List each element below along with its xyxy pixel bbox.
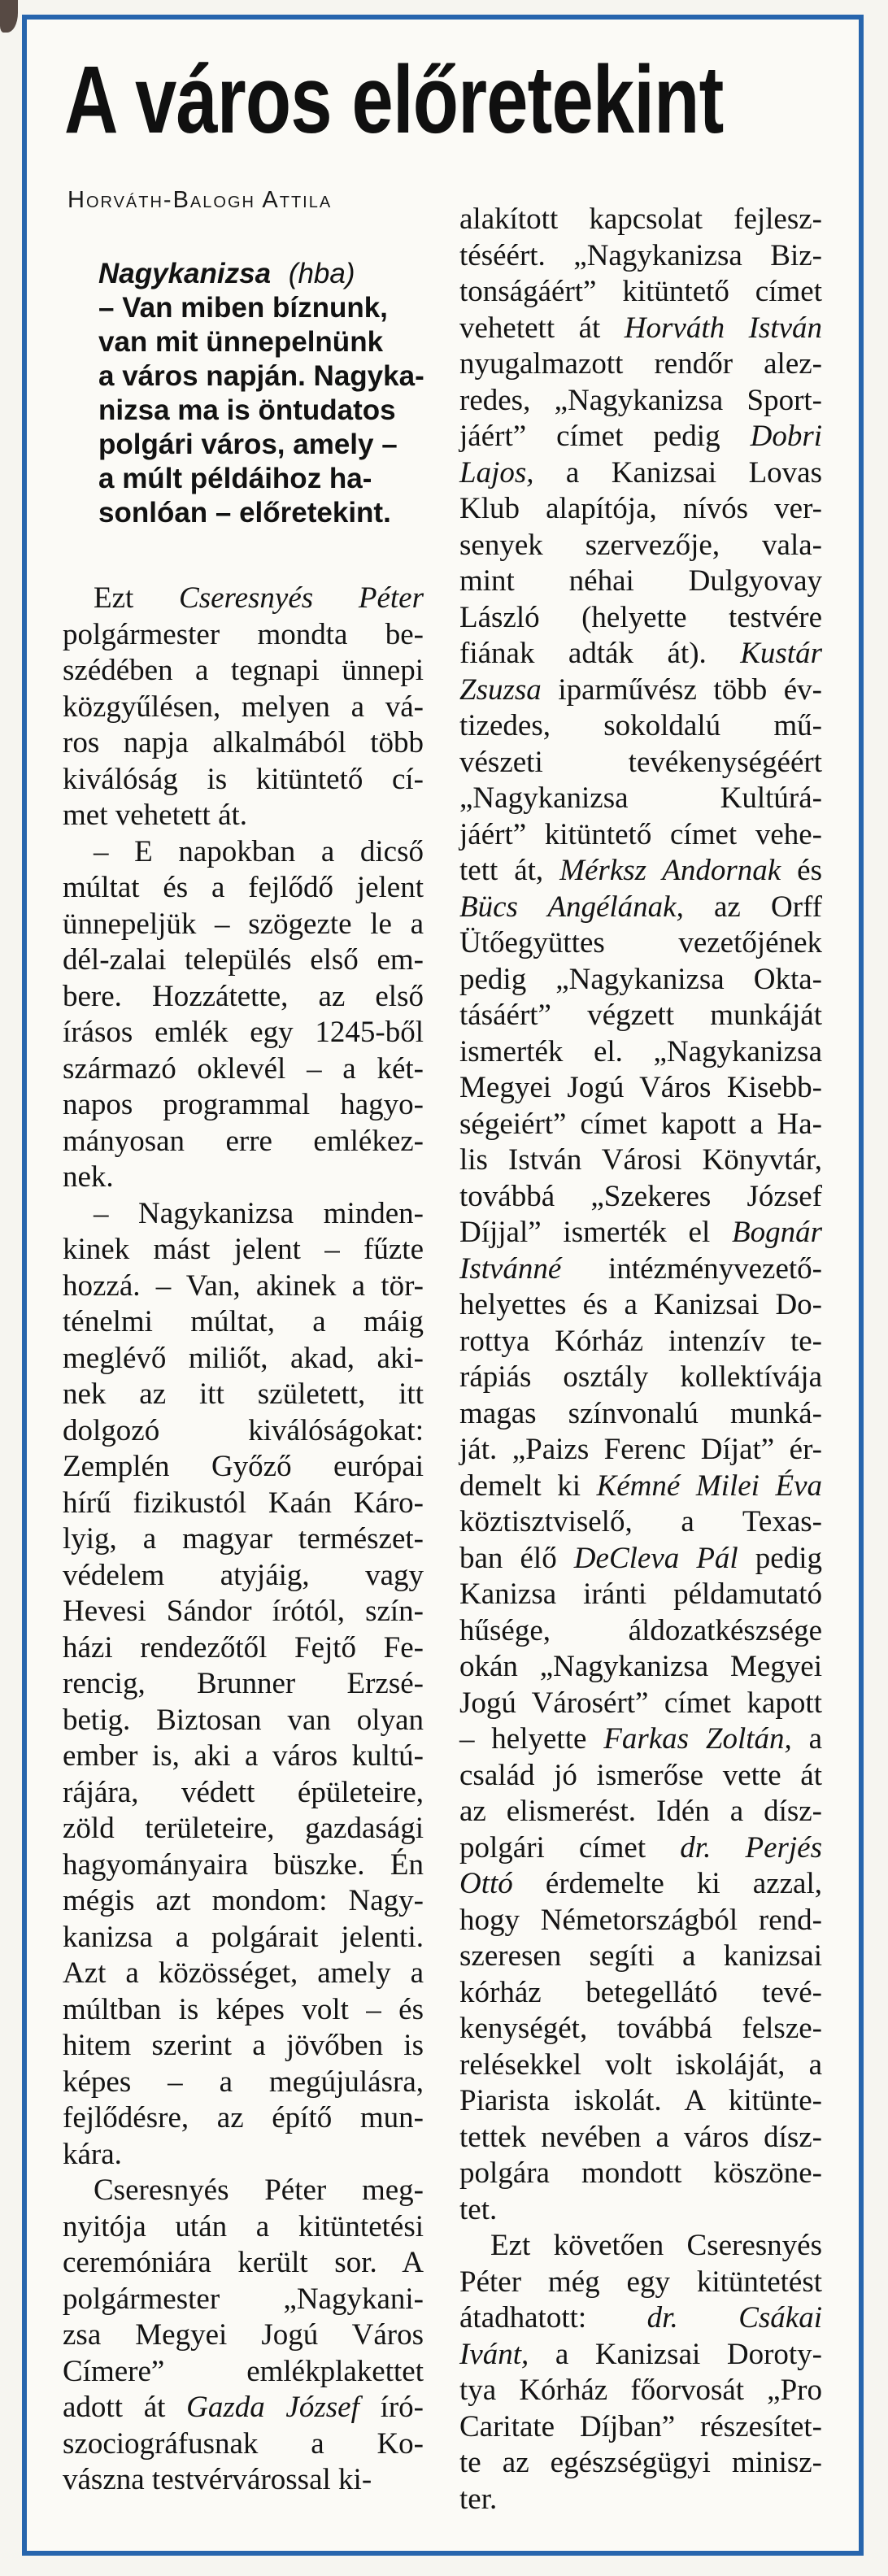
text-line: képes – a megújulásra, <box>63 2065 424 2099</box>
text-line: ünnepeljük – szögezte le a <box>63 907 424 941</box>
text-line: a múlt példáihoz ha- <box>98 463 372 494</box>
text-line: – E napokban a dicső <box>94 834 424 868</box>
text-line: hűsége, áldozatkészsége <box>459 1613 822 1647</box>
text-line: közgyűlésen, melyen a vá- <box>63 690 424 724</box>
text-line: kenységét, továbbá felsze- <box>459 2012 822 2045</box>
text-line: rájára, védett épületeire, <box>63 1775 424 1809</box>
text-line: Ottó érdemelte ki azzal, <box>459 1867 822 1900</box>
text-line: Istvánné intézményvezető- <box>459 1251 822 1286</box>
text-line: Megyei Jogú Város Kisebb- <box>459 1071 822 1104</box>
text-line: Ezt követően Cseresnyés <box>490 2229 822 2262</box>
text-line: Kanizsa iránti példamutató <box>459 1577 822 1611</box>
text-line: az elismerést. Idén a dísz- <box>459 1795 822 1828</box>
text-line: szédében a tegnapi ünnepi <box>63 654 424 687</box>
text-line: házi rendezőtől Fejtő Fe- <box>63 1630 424 1664</box>
text-line: hírű fizikustól Kaán Káro- <box>63 1486 424 1520</box>
article-byline: Horváth-Balogh Attila <box>67 187 333 213</box>
text-line: alakított kapcsolat fejlesz- <box>459 202 822 236</box>
text-line: származó oklevél – a két- <box>63 1051 424 1086</box>
text-line: demelt ki Kémné Milei Éva <box>459 1469 822 1503</box>
text-line: Ütőegyüttes vezetőjének <box>459 926 822 959</box>
text-line: továbbá „Szekeres József <box>459 1179 822 1213</box>
text-line: ban élő DeCleva Pál pedig <box>459 1541 823 1575</box>
article-column-left <box>63 581 424 2499</box>
text-line: ténelmi múltat, a máig <box>63 1305 424 1338</box>
text-line: Díjjal” ismerték el Bognár <box>459 1216 822 1249</box>
text-line: a város napján. Nagyka- <box>98 360 424 392</box>
lead-lines <box>98 291 433 530</box>
text-line: „Nagykanizsa Kultúrá- <box>459 781 822 815</box>
text-line: mégis azt mondom: Nagy- <box>63 1884 424 1917</box>
text-line: relésekkel volt iskoláját, a <box>459 2047 822 2082</box>
text-line: pedig „Nagykanizsa Okta- <box>459 962 822 996</box>
text-line: László (helyette testvére <box>459 600 822 634</box>
text-line: Piarista iskolát. A kitünte- <box>459 2084 822 2117</box>
text-line: polgára mondott köszöne- <box>459 2156 822 2190</box>
text-line: nek. <box>63 1160 114 1194</box>
text-line: zsa Megyei Jogú Város <box>63 2318 424 2352</box>
text-line: ros napja alkalmából több <box>63 726 424 759</box>
text-line: met vehetett át. <box>63 798 248 832</box>
text-line: jáért” címet pedig Dobri <box>459 420 822 453</box>
text-line: sonlóan – előretekint. <box>98 497 391 529</box>
text-line: Zsuzsa iparművész több év- <box>459 672 822 707</box>
text-line: okán „Nagykanizsa Megyei <box>459 1650 822 1683</box>
text-line: polgármester „Nagykani- <box>63 2282 424 2316</box>
scan-smudge <box>0 0 18 33</box>
text-line: vászna testvérvárossal ki- <box>63 2463 372 2496</box>
text-line: betig. Biztosan van olyan <box>63 1703 424 1737</box>
paragraph <box>459 202 822 2228</box>
text-line: Klub alapítója, nívós ver- <box>459 492 822 525</box>
text-line: múltban is képes volt – és <box>63 1992 424 2026</box>
text-line: rottya Kórház intenzív te- <box>459 1324 822 1358</box>
text-line: hagyományaira büszke. Én <box>63 1847 424 1882</box>
text-line: nek az itt született, itt <box>63 1377 424 1411</box>
text-line: fejlődésre, az építő mun- <box>63 2101 424 2134</box>
text-line: mint néhai Dulgyovay <box>459 564 822 598</box>
text-line: átadhatott: dr. Csákai <box>459 2301 822 2334</box>
text-line: hitem szerint a jövőben is <box>63 2029 424 2062</box>
text-line: kórház betegellátó tevé- <box>459 1975 822 2009</box>
text-line: jáért” kitüntető címet vehe- <box>459 817 822 851</box>
text-line: helyettes és a Kanizsai Do- <box>459 1288 822 1321</box>
text-line: polgári címet dr. Perjés <box>459 1830 822 1865</box>
text-line: szociográfusnak a Ko- <box>63 2426 424 2461</box>
text-line: senyek szervezője, vala- <box>459 528 822 562</box>
text-line: hogy Németországból rend- <box>459 1903 822 1937</box>
paragraph <box>63 581 424 834</box>
text-line: Caritate Díjban” részesítet- <box>459 2409 822 2443</box>
text-line: Jogú Városért” címet kapott <box>459 1686 822 1720</box>
text-line: téséért. „Nagykanizsa Biz- <box>459 238 822 272</box>
paragraph <box>459 2228 822 2517</box>
text-line: dél-zalai település első em- <box>63 943 424 977</box>
text-line: te az egészségügyi minisz- <box>459 2446 822 2479</box>
text-line: ségeiért” címet kapott a Ha- <box>459 1107 822 1141</box>
text-line: fiának adták át). Kustár <box>459 637 822 670</box>
text-line: ját. „Paizs Ferenc Díjat” ér- <box>459 1433 822 1466</box>
text-line: mányosan erre emlékez- <box>63 1124 424 1158</box>
text-line: tizedes, sokoldalú mű- <box>459 709 822 742</box>
text-line: Ezt Cseresnyés Péter <box>94 581 424 615</box>
lead-author-signature: (hba) <box>288 258 355 289</box>
text-line: köztisztviselő, a Texas- <box>459 1505 822 1538</box>
text-line: kára. <box>63 2137 122 2171</box>
text-line: lis István Városi Könyvtár, <box>459 1143 822 1177</box>
text-line: vehetett át Horváth István <box>459 311 823 345</box>
text-line: napos programmal hagyo- <box>63 1088 424 1121</box>
text-line: Bücs Angélának, az Orff <box>459 890 822 924</box>
text-line: Lajos, a Kanizsai Lovas <box>459 455 822 490</box>
text-line: védelem atyjáig, vagy <box>63 1558 424 1592</box>
text-line: bere. Hozzátette, az első <box>63 979 424 1013</box>
paragraph <box>63 2173 424 2499</box>
text-line: tya Kórház főorvosát „Pro <box>459 2374 822 2407</box>
text-line: Címere” emlékplakettet <box>63 2354 424 2388</box>
text-line: nyitója után a kitüntetési <box>63 2209 424 2243</box>
text-line: polgári város, amely – <box>98 429 398 460</box>
text-line: van mit ünnepelnünk <box>98 326 384 358</box>
text-line: – helyette Farkas Zoltán, a <box>459 1722 822 1756</box>
text-line: Azt a közösséget, amely a <box>63 1956 424 1990</box>
text-line: nyugalmazott rendőr alez- <box>459 347 822 381</box>
paragraph <box>63 834 424 1196</box>
text-line: tonságáért” kitüntető címet <box>459 275 822 308</box>
paragraph <box>63 1196 424 2174</box>
text-line: zöld területeire, gazdasági <box>63 1812 424 1845</box>
text-line: család jó ismerőse vette át <box>459 1758 822 1792</box>
text-line: – Van miben bíznunk, <box>98 292 388 324</box>
paragraph <box>98 291 433 530</box>
article-lead <box>98 257 433 530</box>
text-line: ter. <box>459 2482 498 2516</box>
text-line: Péter még egy kitüntetést <box>459 2265 822 2299</box>
text-line: írásos emlék egy 1245-ből <box>63 1016 424 1049</box>
text-line: ember is, aki a város kultú- <box>63 1739 424 1773</box>
article-column-right <box>459 202 822 2517</box>
text-line: polgármester mondta be- <box>63 617 424 651</box>
text-line: meglévő miliőt, akad, aki- <box>63 1341 424 1375</box>
text-line: – Nagykanizsa minden- <box>94 1196 424 1230</box>
text-line: lyig, a magyar természet- <box>63 1522 424 1556</box>
text-line: Hevesi Sándor írótól, szín- <box>63 1595 424 1628</box>
text-line: ismerték el. „Nagykanizsa <box>459 1034 822 1068</box>
text-line: nizsa ma is öntudatos <box>98 394 396 426</box>
text-line: múltat és a fejlődő jelent <box>63 871 424 904</box>
lead-dateline <box>98 257 433 291</box>
text-line: tett át, Mérksz Andornak és <box>459 854 822 887</box>
text-line: Cseresnyés Péter meg- <box>94 2174 424 2207</box>
text-line: ceremóniára került sor. A <box>63 2246 424 2279</box>
lead-location: Nagykanizsa <box>98 258 272 289</box>
text-line: vészeti tevékenységéért <box>459 745 822 779</box>
text-line: kinek mást jelent – fűzte <box>63 1233 424 1266</box>
article-title: A város előretekint <box>64 46 724 154</box>
text-line: kanizsa a polgárait jelenti. <box>63 1920 424 1954</box>
text-line: rencig, Brunner Erzsé- <box>63 1667 424 1700</box>
text-line: tettek nevében a város dísz- <box>459 2120 822 2154</box>
article-frame <box>22 15 864 2556</box>
text-line: kiválóság is kitüntető cí- <box>63 762 424 796</box>
text-line: redes, „Nagykanizsa Sport- <box>459 383 822 417</box>
text-line: rápiás osztály kollektívája <box>459 1360 822 1394</box>
text-line: szeresen segíti a kanizsai <box>459 1939 822 1973</box>
text-line: hozzá. – Van, akinek a tör- <box>63 1268 424 1303</box>
text-line: tásáért” végzett munkáját <box>459 999 822 1032</box>
text-line: Zemplén Győző európai <box>63 1450 424 1483</box>
text-line: adott át Gazda József író- <box>63 2391 424 2424</box>
text-line: magas színvonalú munká- <box>459 1396 822 1430</box>
text-line: tet. <box>459 2192 498 2226</box>
text-line: Ivánt, a Kanizsai Doroty- <box>459 2337 822 2371</box>
text-line: dolgozó kiválóságokat: <box>63 1413 424 1447</box>
